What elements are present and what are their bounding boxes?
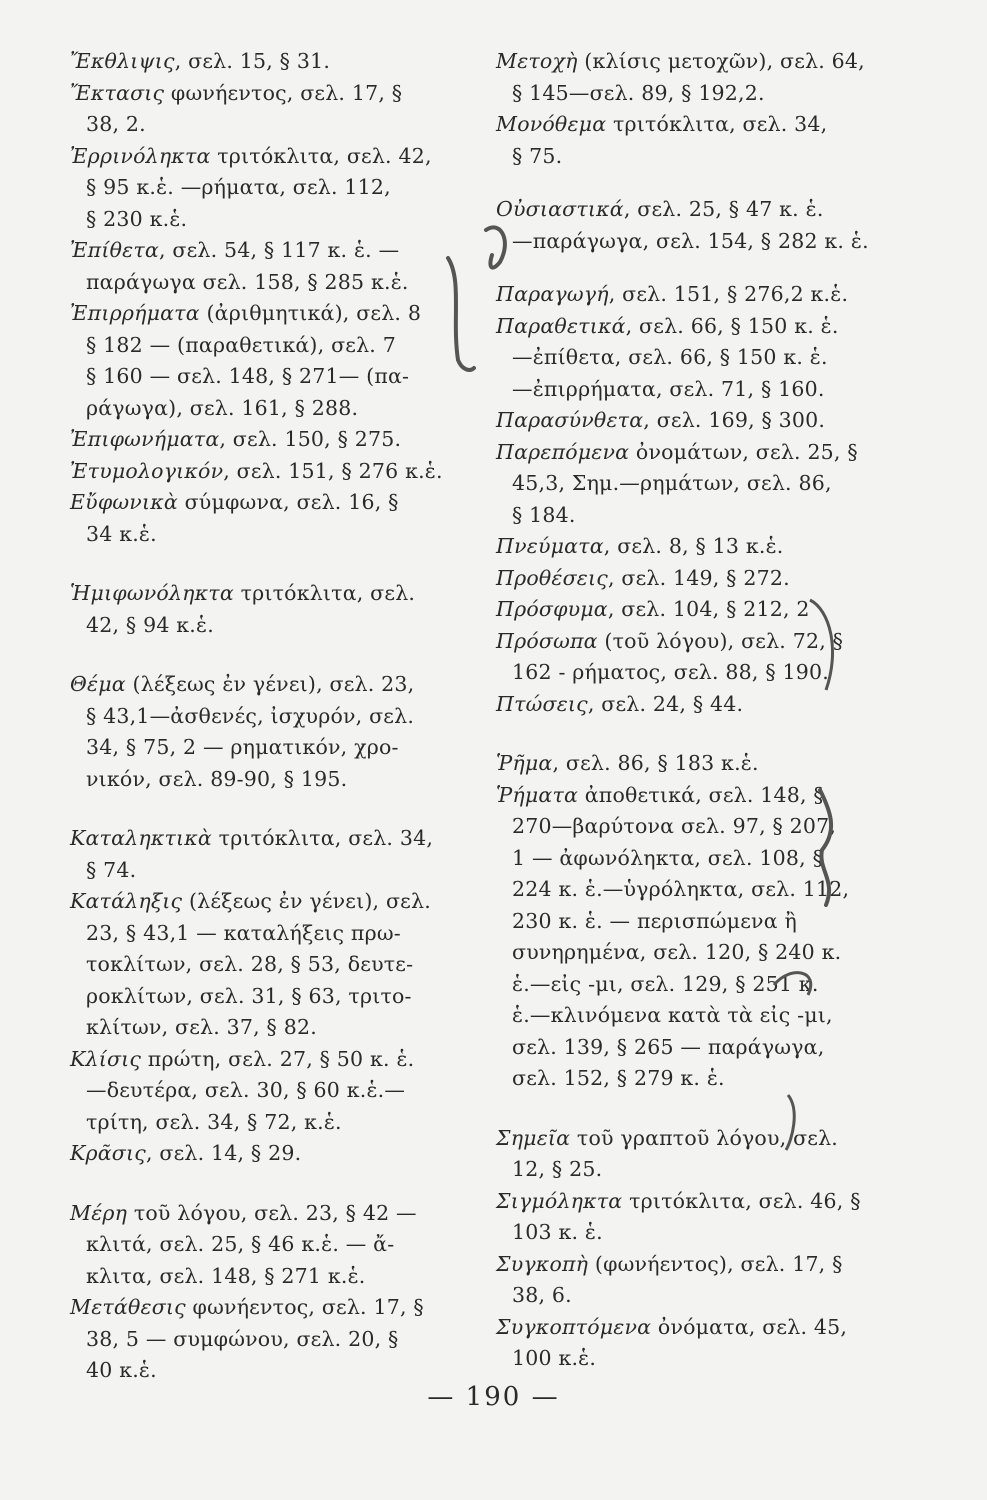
entry-text: ροκλίτων, σελ. 31, § 63, τριτο- (86, 983, 412, 1008)
entry-text: τοκλίτων, σελ. 28, § 53, δευτε- (86, 952, 414, 976)
entry-text: 38, 5 — συμφώνου, σελ. 20, § (86, 1326, 399, 1351)
entry-head: Συγκοπὴ (496, 1251, 589, 1276)
entry-text: —παράγωγα, σελ. 154, § 282 κ. ἑ. (512, 228, 869, 253)
entry-text: —ἐπιρρήματα, σελ. 71, § 160. (512, 376, 825, 401)
entry-text: (φωνήεντος), σελ. 17, § (588, 1251, 843, 1276)
entry-text: τοῦ γραπτοῦ λόγου, σελ. (570, 1125, 838, 1150)
entry-head: Ἐτυμολογικόν (70, 458, 224, 483)
entry-text: 224 κ. ἑ.—ὑγρόληκτα, σελ. 112, (512, 877, 850, 901)
entry-text: 103 κ. ἑ. (512, 1220, 603, 1244)
entry-text: 12, § 25. (512, 1157, 603, 1181)
entry-head: Μετοχὴ (496, 49, 578, 73)
entry-text: § 43,1—ἀσθενές, ἰσχυρόν, σελ. (86, 703, 415, 728)
entry-head: Κατάληξις (70, 889, 183, 913)
entry-text: σελ. 152, § 279 κ. ἑ. (512, 1066, 725, 1090)
entry-text: 34, § 75, 2 — ρηματικόν, χρο- (86, 735, 399, 759)
entry-text: , σελ. 151, § 276,2 κ.ἑ. (608, 282, 849, 306)
entry-text: § 182 — (παραθετικά), σελ. 7 (86, 332, 396, 357)
entry-text: 42, § 94 κ.ἑ. (86, 612, 214, 637)
entry-head: Ἐπιφωνήματα (70, 427, 220, 451)
entry-text: , σελ. 15, § 31. (174, 49, 331, 73)
entry-head: Παρασύνθετα (496, 408, 644, 432)
entry-text: (λέξεως ἐν γένει), σελ. 23, (125, 672, 415, 696)
entry-head: Ἐρρινόληκτα (70, 143, 211, 168)
entry-head: Κρᾶσις (70, 1141, 146, 1165)
entry-head: Ἔκθλιψις (70, 49, 175, 73)
entry-text: (ἀριθμητικά), σελ. 8 (199, 301, 422, 325)
entry-text: § 184. (512, 502, 576, 527)
entry-text: , σελ. 24, § 44. (587, 691, 744, 716)
entry-head: Καταληκτικὰ (70, 826, 212, 850)
entry-head: Πρόσφυμα (496, 597, 608, 621)
entry-head: Πρόσωπα (496, 628, 598, 653)
entry-text: συνηρημένα, σελ. 120, § 240 κ. (512, 940, 842, 964)
entry-text: φωνήεντος, σελ. 17, § (185, 1295, 424, 1319)
entry-text: 34 κ.ἑ. (86, 521, 157, 546)
entry-text: 100 κ.ἑ. (512, 1346, 597, 1370)
entry-text: 162 - ρήματος, σελ. 88, § 190. (512, 660, 829, 684)
entry-text: —ἐπίθετα, σελ. 66, § 150 κ. ἑ. (512, 345, 828, 369)
entry-text: σελ. 139, § 265 — παράγωγα, (512, 1034, 825, 1059)
entry-head: Κλίσις (70, 1046, 142, 1071)
entry-text: τοῦ λόγου, σελ. 23, § 42 — (127, 1200, 417, 1225)
entry-head: Προθέσεις (496, 565, 608, 590)
entry-text: , σελ. 66, § 150 κ. ἑ. (625, 313, 839, 338)
entry-text: πρώτη, σελ. 27, § 50 κ. ἑ. (141, 1046, 415, 1071)
entry-text: , σελ. 25, § 47 κ. ἑ. (623, 197, 824, 221)
entry-text: τριτόκλιτα, σελ. 42, (210, 143, 432, 168)
entry-text: § 74. (86, 857, 137, 882)
entry-text: , σελ. 86, § 183 κ.ἑ. (552, 751, 759, 775)
entry-text: , σελ. 104, § 212, 2 (607, 597, 810, 621)
entry-text: 230 κ. ἑ. — περισπώμενα ἢ (512, 908, 797, 933)
entry-text: (κλίσις μετοχῶν), σελ. 64, (577, 49, 865, 73)
entry-head: Ἐπιρρήματα (70, 301, 200, 325)
entry-text: 23, § 43,1 — καταλήξεις πρω- (86, 920, 401, 945)
entry-head: Ῥῆμα (496, 751, 553, 775)
entry-text: , σελ. 151, § 276 κ.ἑ. (223, 458, 443, 483)
entry-head: Πνεύματα (496, 534, 604, 558)
entry-text: , σελ. 169, § 300. (643, 408, 826, 432)
entry-text: § 160 — σελ. 148, § 271— (πα- (86, 364, 410, 388)
entry-head: Συγκοπτόμενα (496, 1314, 652, 1339)
entry-head: Οὐσιαστικά (496, 197, 624, 221)
entry-text: 45,3, Σημ.—ρημάτων, σελ. 86, (512, 471, 832, 495)
entry-text: τρίτη, σελ. 34, § 72, κ.ἑ. (86, 1109, 342, 1134)
entry-text: § 145—σελ. 89, § 192,2. (512, 80, 765, 105)
entry-text: κλίτων, σελ. 37, § 82. (86, 1015, 317, 1039)
entry-head: Θέμα (70, 672, 126, 696)
entry-head: Σημεῖα (496, 1125, 571, 1150)
entry-head: Ἔκτασις (70, 80, 165, 105)
entry-text: § 95 κ.ἑ. —ρήματα, σελ. 112, (86, 175, 391, 199)
entry-text: § 230 κ.ἑ. (86, 206, 188, 231)
entry-text: 40 κ.ἑ. (86, 1358, 157, 1382)
entry-text: τριτόκλιτα, σελ. 46, § (622, 1188, 861, 1213)
entry-head: Σιγμόληκτα (496, 1188, 623, 1213)
entry-text: , σελ. 150, § 275. (219, 427, 402, 451)
entry-text: παράγωγα σελ. 158, § 285 κ.ἑ. (86, 269, 409, 294)
entry-head: Παρεπόμενα (496, 439, 630, 464)
entry-text: 38, 6. (512, 1283, 572, 1307)
entry-text: 38, 2. (86, 112, 146, 136)
entry-text: φωνήεντος, σελ. 17, § (164, 80, 403, 105)
entry-text: ὀνόματα, σελ. 45, (651, 1314, 848, 1339)
entry-text: τριτόκλιτα, σελ. 34, (211, 826, 434, 850)
entry-text: ἀποθετικά, σελ. 148, § (578, 782, 824, 807)
entry-text: (τοῦ λόγου), σελ. 72, § (597, 628, 844, 653)
entry-head: Μετάθεσις (70, 1295, 186, 1319)
entry-text: σύμφωνα, σελ. 16, § (177, 490, 399, 514)
entry-text: , σελ. 54, § 117 κ. ἑ. — (158, 238, 400, 262)
entry-head: Μέρη (70, 1200, 128, 1225)
entry-text: τριτόκλιτα, σελ. 34, (606, 112, 828, 136)
entry-text: , σελ. 14, § 29. (145, 1141, 302, 1165)
entry-text: ἑ.—εἰς -μι, σελ. 129, § 251 κ. (512, 971, 819, 996)
entry-head: Ἐπίθετα (70, 238, 159, 262)
entry-text: 270—βαρύτονα σελ. 97, § 207, (512, 814, 837, 838)
entry-text: νικόν, σελ. 89-90, § 195. (86, 766, 348, 791)
entry-text: § 75. (512, 143, 563, 168)
entry-text: , σελ. 8, § 13 κ.ἑ. (603, 534, 784, 558)
entry-text: —δευτέρα, σελ. 30, § 60 κ.ἑ.— (86, 1078, 406, 1102)
entry-text: κλιτά, σελ. 25, § 46 κ.ἑ. — ἄ- (86, 1232, 395, 1256)
entry-text: 1 — ἀφωνόληκτα, σελ. 108, § (512, 845, 824, 870)
entry-text: ὀνομάτων, σελ. 25, § (629, 439, 858, 464)
entry-head: Πτώσεις (496, 691, 588, 716)
entry-head: Παραγωγή (496, 282, 609, 306)
entry-text: ἑ.—κλινόμενα κατὰ τὰ εἰς -μι, (512, 1003, 833, 1027)
entry-text: τριτόκλιτα, σελ. (233, 581, 416, 605)
entry-head: Ῥήματα (496, 782, 579, 807)
entry-text: (λέξεως ἐν γένει), σελ. (182, 889, 431, 913)
entry-text: ράγωγα), σελ. 161, § 288. (86, 395, 359, 420)
entry-head: Ἡμιφωνόληκτα (70, 581, 234, 605)
entry-head: Εὔφωνικὰ (70, 490, 178, 514)
entry-head: Μονόθεμα (496, 112, 607, 136)
entry-head: Παραθετικά (496, 313, 626, 338)
entry-text: κλιτα, σελ. 148, § 271 κ.ἑ. (86, 1263, 366, 1288)
entry-text: , σελ. 149, § 272. (607, 565, 790, 590)
page-number: — 190 — (427, 1382, 560, 1412)
